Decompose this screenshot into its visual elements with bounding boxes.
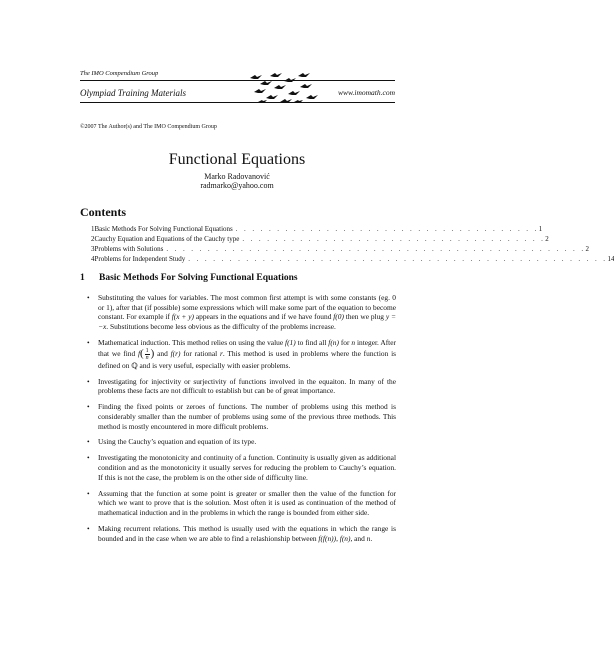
toc-entry-title[interactable]: Problems for Independent Study — [94, 255, 186, 263]
math-expression: f(r) — [170, 348, 181, 358]
section-title: Basic Methods For Solving Functional Equations — [99, 273, 298, 283]
item-text: , and — [350, 533, 367, 543]
item-text: and is very useful, especially with easier problems. — [137, 360, 291, 370]
math-expression: ℚ — [131, 360, 138, 370]
bullet-icon: • — [87, 453, 90, 463]
fraction-numerator: 1 — [145, 347, 149, 354]
toc-dot-leader: . . . . . . . . . . . . . . . . . . . . . . . . . . . . . . . . . . . . . . . . . . . . . . . . . . . — [188, 255, 608, 263]
toc-entry[interactable] — [91, 255, 614, 265]
math-expression: f(n) — [328, 338, 339, 347]
copyright-notice: ©2007 The Author(s) and The IMO Compendium Group — [80, 124, 217, 130]
author-email: radmarko@yahoo.com — [200, 181, 274, 190]
fraction-denominator: n — [145, 354, 149, 361]
math-expression: n — [366, 533, 371, 543]
bullet-icon: • — [87, 402, 90, 412]
item-text: Assuming that the function at some point is greater or smaller then the value of the function for which we want to prove that is the solution. Most often it is used as continuation of the method of mathematical induction and in the problems in which the range is bounded from either side. — [98, 488, 396, 518]
flying-birds-logo-icon — [248, 72, 318, 106]
toc-entry-title[interactable]: Basic Methods For Solving Functional Equations — [94, 225, 233, 233]
item-text: and — [154, 348, 171, 358]
item-text: Finding the fixed points or zeroes of functions. The number of problems using this method is considerably smaller than the number of problems using some of the previous three methods. This method is mostly encountered in more difficult problems. — [98, 402, 396, 431]
header-rule-bottom — [80, 102, 395, 103]
item-text: then we plug — [343, 312, 386, 322]
math-expression: f(f(n)) — [318, 533, 337, 543]
bullet-icon: • — [87, 488, 90, 498]
bullet-icon: • — [87, 437, 90, 447]
table-of-contents — [91, 225, 614, 265]
header-url: www.imomath.com — [338, 88, 395, 97]
toc-entry-page: 2 — [585, 245, 589, 253]
header-group-name: The IMO Compendium Group — [80, 70, 159, 77]
toc-dot-leader: . . . . . . . . . . . . . . . . . . . . . . . . . . . . . . . . . . . . . — [242, 235, 546, 243]
math-expression: f(x + y) — [171, 312, 194, 322]
item-text: Using the Cauchy’s equation and equation of its type. — [98, 437, 257, 447]
item-text: . This method is used in problems where the function is defined on — [98, 348, 397, 370]
math-expression: y = −x — [98, 312, 396, 332]
toc-dot-leader: . . . . . . . . . . . . . . . . . . . . . . . . . . . . . . . . . . . . . — [235, 225, 539, 233]
contents-heading: Contents — [80, 205, 127, 219]
section-heading — [80, 273, 298, 283]
item-text: appears in the equations and if we have found — [193, 312, 334, 322]
math-paren: ( — [140, 347, 144, 360]
header-rule-top — [80, 80, 395, 81]
item-text: Substituting the values for variables. The most common first attempt is with some constants (eg. 0 or 1), after that (if possible) some expressions which will make some part of the equation to become constant. For example if — [98, 293, 396, 322]
bullet-icon: • — [87, 338, 90, 347]
item-text: Investigating the monotonicity and continuity of a function. Continuity is usually given as additional condition and as the monotonicity it usually serves for reducing the problem to Cauchy’s equation. If this is not the case, the problem is on the other side of difficulty line. — [98, 453, 396, 482]
toc-entry-title[interactable]: Cauchy Equation and Equations of the Cauchy type — [94, 235, 240, 243]
toc-entry-title[interactable]: Problems with Solutions — [94, 245, 164, 253]
bullet-icon: • — [87, 376, 90, 386]
math-expression: r — [219, 348, 223, 358]
item-text: Making recurrent relations. This method is usually used with the equations in which the range is bounded and in the case when we are able to find a relashionship between — [98, 523, 396, 543]
toc-entry-page: 14 — [607, 255, 614, 263]
item-text: Mathematical induction. This method relies on using the value — [98, 338, 286, 347]
item-text: integer. After that we find — [98, 338, 396, 358]
toc-dot-leader: . . . . . . . . . . . . . . . . . . . . . . . . . . . . . . . . . . . . . . . . . . . . . . . . . . . — [166, 245, 586, 253]
bullet-icon: • — [87, 523, 90, 533]
bullet-icon: • — [87, 293, 90, 302]
toc-entry-number: 1 — [91, 225, 95, 233]
toc-entry-page: 1 — [538, 225, 543, 233]
toc-entry-number: 3 — [91, 245, 95, 253]
section-number: 1 — [80, 273, 85, 283]
item-text: for rational — [180, 348, 220, 358]
methods-list — [85, 293, 396, 550]
item-text: for — [338, 338, 352, 347]
item-text: to find all — [295, 338, 329, 347]
list-item — [85, 402, 396, 431]
item-text: . — [370, 533, 373, 543]
list-item — [85, 437, 396, 447]
math-expression: n — [351, 338, 356, 347]
math-paren: ) — [150, 347, 155, 360]
header-series-title: Olympiad Training Materials — [80, 88, 187, 98]
list-item — [85, 489, 396, 518]
fraction — [145, 348, 150, 361]
math-expression: f(1) — [285, 338, 296, 347]
toc-entry[interactable] — [91, 235, 549, 245]
toc-entry[interactable] — [91, 225, 543, 235]
item-text: Investigating for injectivity or surjectivity of functions involved in the equaiton. In many of the problems these facts are not difficult to establish but can be of great importance. — [98, 376, 396, 396]
math-expression: f — [137, 348, 140, 358]
item-text: . Substitutions become less obvious as the difficulty of the problems increase. — [106, 322, 336, 332]
list-item — [85, 338, 396, 370]
toc-entry-number: 2 — [91, 235, 95, 243]
author-name: Marko Radovanović — [204, 172, 270, 181]
list-item — [85, 293, 396, 332]
list-item — [85, 377, 396, 396]
item-text: , — [336, 533, 340, 543]
toc-entry[interactable] — [91, 245, 589, 255]
toc-entry-number: 4 — [91, 255, 95, 263]
document-title: Functional Equations — [168, 151, 306, 168]
list-item — [85, 524, 396, 543]
header-band — [80, 88, 395, 100]
list-item — [85, 453, 396, 482]
math-expression: f(0) — [333, 312, 344, 322]
toc-entry-page: 2 — [545, 235, 549, 243]
math-expression: f(n) — [339, 533, 351, 543]
